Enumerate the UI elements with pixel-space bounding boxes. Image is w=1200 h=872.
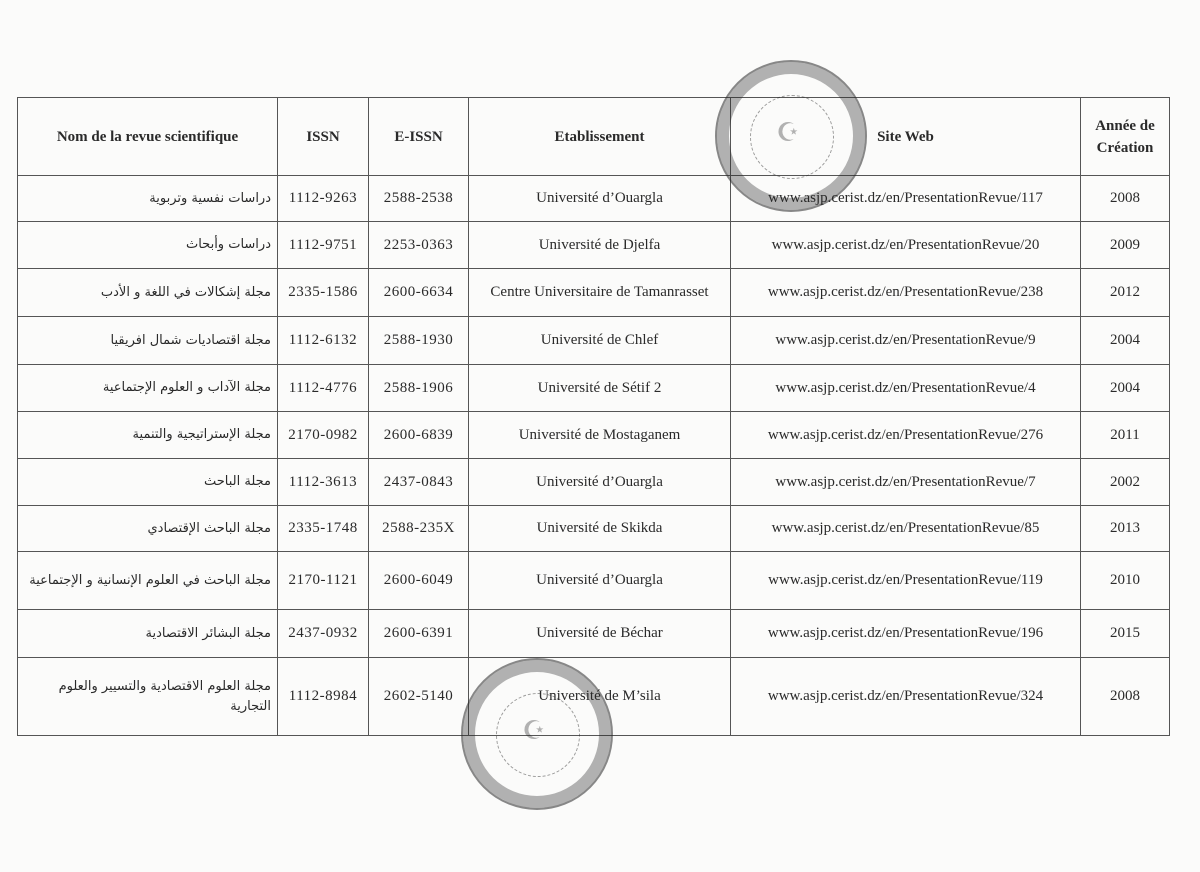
year-cell: 2004: [1081, 317, 1170, 365]
table-row: [18, 222, 1170, 269]
site-web-cell: www.asjp.cerist.dz/en/PresentationRevue/238: [731, 269, 1081, 317]
table-row: [18, 610, 1170, 658]
etablissement-cell: Université de Mostaganem: [469, 412, 731, 459]
journal-name: مجلة البشائر الاقتصادية: [18, 610, 278, 658]
site-web-cell: www.asjp.cerist.dz/en/PresentationRevue/20: [731, 222, 1081, 269]
etablissement-cell: Université de Djelfa: [469, 222, 731, 269]
issn-cell: 1112-9751: [278, 222, 369, 269]
star-icon: ☪: [522, 716, 546, 747]
table-row: [18, 459, 1170, 506]
issn-cell: 1112-9263: [278, 176, 369, 222]
site-web-cell: www.asjp.cerist.dz/en/PresentationRevue/4: [731, 365, 1081, 412]
header-etablissement: Etablissement: [469, 98, 731, 176]
journal-name: دراسات وأبحاث: [18, 222, 278, 269]
eissn-cell: 2588-2538: [369, 176, 469, 222]
issn-cell: 2437-0932: [278, 610, 369, 658]
journal-name: دراسات نفسية وتربوية: [18, 176, 278, 222]
header-issn: ISSN: [278, 98, 369, 176]
site-web-cell: www.asjp.cerist.dz/en/PresentationRevue/85: [731, 506, 1081, 552]
eissn-cell: 2600-6839: [369, 412, 469, 459]
header-eissn: E-ISSN: [369, 98, 469, 176]
year-cell: 2010: [1081, 552, 1170, 610]
year-cell: 2008: [1081, 658, 1170, 736]
eissn-cell: 2253-0363: [369, 222, 469, 269]
journal-name: مجلة الآداب و العلوم الإجتماعية: [18, 365, 278, 412]
etablissement-cell: Université de Skikda: [469, 506, 731, 552]
star-icon: ☪: [776, 118, 800, 149]
eissn-cell: 2588-1930: [369, 317, 469, 365]
etablissement-cell: Centre Universitaire de Tamanrasset: [469, 269, 731, 317]
table-row: [18, 317, 1170, 365]
journal-name: مجلة الباحث في العلوم الإنسانية و الإجتماعية: [18, 552, 278, 610]
site-web-cell: www.asjp.cerist.dz/en/PresentationRevue/324: [731, 658, 1081, 736]
journal-name: مجلة اقتصاديات شمال افريقيا: [18, 317, 278, 365]
site-web-cell: www.asjp.cerist.dz/en/PresentationRevue/119: [731, 552, 1081, 610]
table-row: [18, 365, 1170, 412]
year-cell: 2011: [1081, 412, 1170, 459]
site-web-cell: www.asjp.cerist.dz/en/PresentationRevue/7: [731, 459, 1081, 506]
table-row: [18, 412, 1170, 459]
table-row: [18, 176, 1170, 222]
issn-cell: 1112-8984: [278, 658, 369, 736]
etablissement-cell: Université de Sétif 2: [469, 365, 731, 412]
year-cell: 2004: [1081, 365, 1170, 412]
eissn-cell: 2602-5140: [369, 658, 469, 736]
issn-cell: 1112-6132: [278, 317, 369, 365]
eissn-cell: 2600-6634: [369, 269, 469, 317]
issn-cell: 2170-1121: [278, 552, 369, 610]
etablissement-cell: Université de M’sila: [469, 658, 731, 736]
journal-name: مجلة إشكالات في اللغة و الأدب: [18, 269, 278, 317]
eissn-cell: 2600-6049: [369, 552, 469, 610]
journal-name: مجلة العلوم الاقتصادية والتسيير والعلوم التجارية: [18, 658, 278, 736]
eissn-cell: 2600-6391: [369, 610, 469, 658]
eissn-cell: 2588-235X: [369, 506, 469, 552]
eissn-cell: 2588-1906: [369, 365, 469, 412]
issn-cell: 2170-0982: [278, 412, 369, 459]
table-row: [18, 552, 1170, 610]
eissn-cell: 2437-0843: [369, 459, 469, 506]
header-row: [18, 98, 1170, 176]
journal-name: مجلة الباحث الإقتصادي: [18, 506, 278, 552]
table-row: [18, 658, 1170, 736]
year-cell: 2012: [1081, 269, 1170, 317]
header-site-web: Site Web: [731, 98, 1081, 176]
etablissement-cell: Université d’Ouargla: [469, 459, 731, 506]
site-web-cell: www.asjp.cerist.dz/en/PresentationRevue/276: [731, 412, 1081, 459]
table-row: [18, 269, 1170, 317]
journals-table: [17, 97, 1170, 736]
year-cell: 2009: [1081, 222, 1170, 269]
etablissement-cell: Université d’Ouargla: [469, 552, 731, 610]
journal-name: مجلة الإستراتيجية والتنمية: [18, 412, 278, 459]
etablissement-cell: Université d’Ouargla: [469, 176, 731, 222]
journal-name: مجلة الباحث: [18, 459, 278, 506]
site-web-cell: www.asjp.cerist.dz/en/PresentationRevue/9: [731, 317, 1081, 365]
issn-cell: 2335-1748: [278, 506, 369, 552]
table-row: [18, 506, 1170, 552]
issn-cell: 2335-1586: [278, 269, 369, 317]
header-name: Nom de la revue scientifique: [18, 98, 278, 176]
issn-cell: 1112-3613: [278, 459, 369, 506]
etablissement-cell: Université de Chlef: [469, 317, 731, 365]
year-cell: 2002: [1081, 459, 1170, 506]
year-cell: 2015: [1081, 610, 1170, 658]
issn-cell: 1112-4776: [278, 365, 369, 412]
year-cell: 2013: [1081, 506, 1170, 552]
site-web-cell: www.asjp.cerist.dz/en/PresentationRevue/196: [731, 610, 1081, 658]
etablissement-cell: Université de Béchar: [469, 610, 731, 658]
site-web-cell: www.asjp.cerist.dz/en/PresentationRevue/117: [731, 176, 1081, 222]
header-annee: Année de Création: [1081, 98, 1170, 176]
year-cell: 2008: [1081, 176, 1170, 222]
